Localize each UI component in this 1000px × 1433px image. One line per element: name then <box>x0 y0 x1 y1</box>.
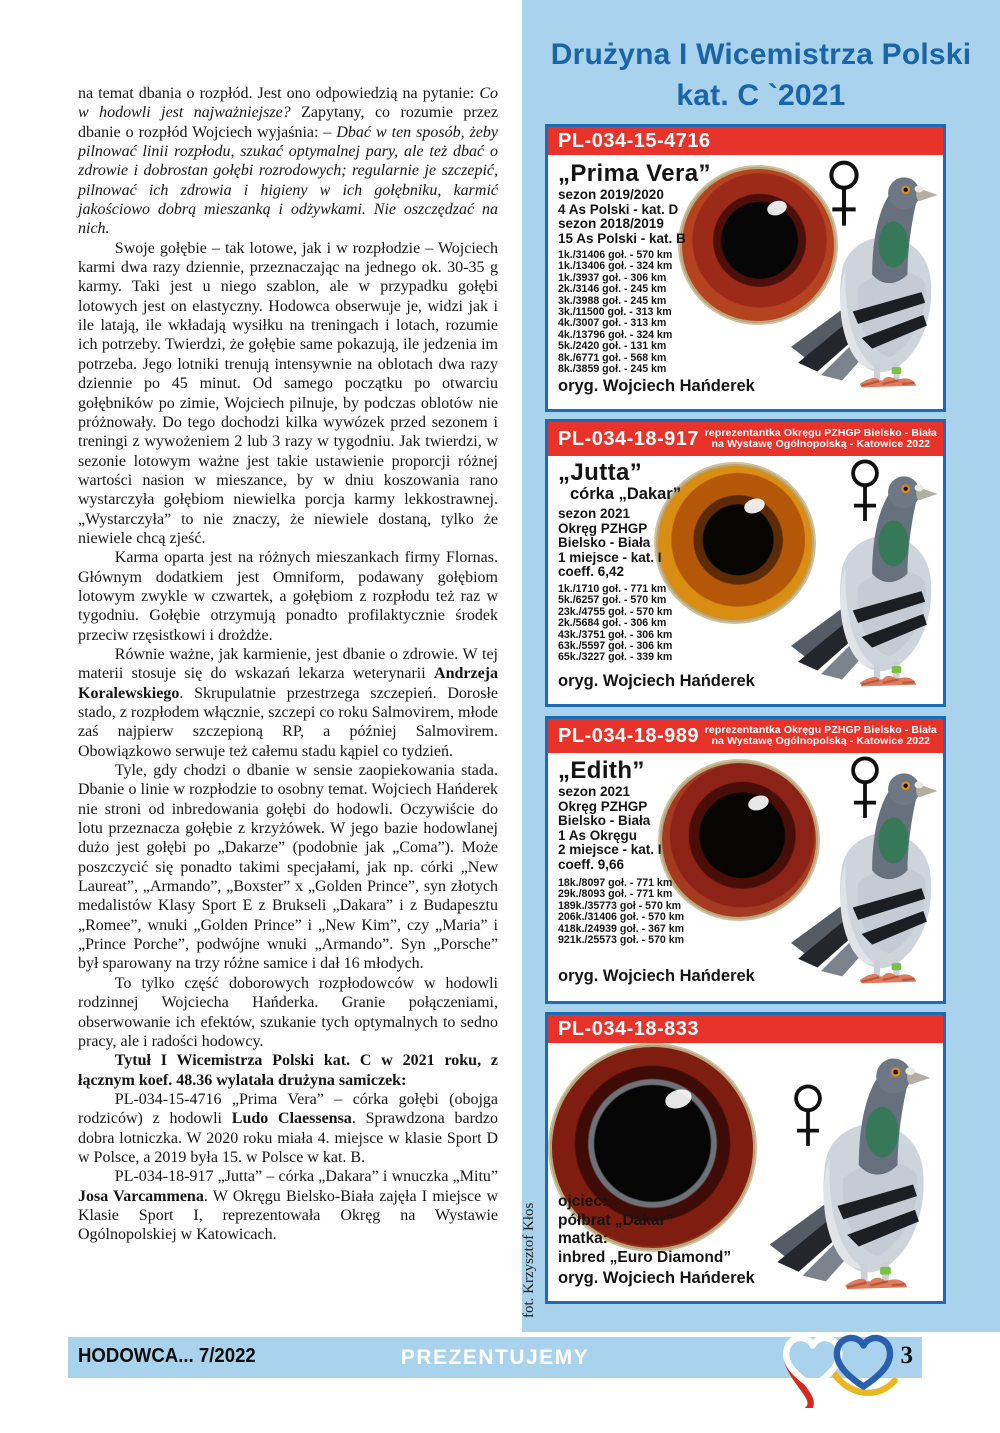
origin-line: oryg. Wojciech Hańderek <box>558 672 755 690</box>
pigeon-card-833 <box>545 1012 946 1304</box>
origin-line: oryg. Wojciech Hańderek <box>558 1269 755 1287</box>
pigeon-card-edith <box>545 716 946 1004</box>
parentage-lines: ojciec: półbrat „Dakar” matka: inbred „Euro Diamond” <box>558 1193 732 1266</box>
race-results: 1k./1710 goł. - 771 km 5k./6257 goł. - 570 km 23k./4755 goł. - 570 km 2k./5684 goł. - 306 km 43k./3751 goł. - 306 km 63k./5597 goł. - 306 km 65k./3227 goł. - 339 km <box>558 583 673 664</box>
pigeon-details: sezon 2021 Okręg PZHGP Bielsko - Biała 1 As Okręgu 2 miejsce - kat. I coeff. 9,66 <box>558 784 662 872</box>
card-body <box>548 155 943 403</box>
card-header <box>548 1015 943 1043</box>
origin-line: oryg. Wojciech Hańderek <box>558 377 755 395</box>
card-header <box>548 719 943 753</box>
ring-number: PL-034-15-4716 <box>558 129 711 152</box>
panel-title-line2: kat. C `2021 <box>676 79 846 112</box>
pigeon-name: „Edith” <box>558 757 645 784</box>
card-body <box>548 456 943 704</box>
magazine-name: HODOWCA... 7/2022 <box>78 1345 256 1367</box>
photo-credit: fot. Krzysztof Kłos <box>521 1202 537 1318</box>
female-symbol-icon <box>848 755 882 823</box>
race-results: 1k./31406 goł. - 570 km 1k./13406 goł. - 324 km 1k./3937 goł. - 306 km 2k./3146 goł. - 245 km 3k./3988 goł. - 245 km 3k./11500 goł. - 313 km 4k./3007 goł. - 313 km 4k./13796 goł. - 324 km 5k./2420 goł. - 131 km 8k./6771 goł. - 568 km 8k./3859 goł. - 245 km <box>558 249 673 376</box>
ring-number: PL-034-18-917 <box>558 427 700 450</box>
pigeon-photo <box>763 1043 941 1295</box>
female-symbol-icon <box>848 458 882 526</box>
page-number: 3 <box>900 1342 913 1369</box>
card-header <box>548 127 943 155</box>
female-symbol-icon <box>826 159 862 231</box>
pigeon-name: „Prima Vera” <box>558 160 711 187</box>
ring-number: PL-034-18-989 <box>558 724 700 747</box>
article-text: na temat dbania o rozpłód. Jest ono odpowiedzią na pytanie: Co w hodowli jest najważniejsze? Zapytany, co rozumie przez dbanie o rozpłód Wojciech wyjaśnia: – Dbać w ten sposób, żeby pilnować linii rozpłodu, szukać optymalnej pary, ale też dbać o zdrowie i dobrostan gołębi rozrodowych; regularnie je szczepić, pilnować ich zdrowia i higieny w ich gołębniku, karmić jakościowo dobrą mieszanką i odżywkami. Nie oszczędzać na nich. Swoje gołębie – tak lotowe, jak i w rozpłodzie – Wojciech karmi dwa razy dziennie, przeznaczając na jednego ok. 30-35 g karmy. Taki jest u niego szablon, ale w przypadku gołębi lotowych jest on elastyczny. Hodowca obserwuje je, widzi jak i ile latają, ile wkładają wysiłku na treningach i lotach, rozumie ich potrzeby. Twierdzi, że gołębie same pokazują, ile jedzenia im potrzeba. Jego lotniki trenują intensywnie na oblotach dwa razy dziennie po 45 minut. Od samego początku po otwarciu gołębników po zimie, Wojciech pilnuje, by podczas oblotów nie próżnowały. Do tego dochodzi kilka wywózek przed sezonem i treningi z wywożeniem 2 lub 3 razy w tygodniu. Jak twierdzi, w sezonie lotowym ważne jest takie ustawienie proporcji różnej wartości nasion w mieszance, by w dniu koszowania rano wystarczyła gołębiom niewielka porcja karmy lekkostrawnej. „Wystarczyła” to nie znaczy, że niewiele dostaną, tylko że niewiele chcą zjeść. Karma oparta jest na różnych mieszankach firmy Flornas. Głównym dodatkiem jest Omniform, podawany gołębiom lotowym zwykle w czwartek, a gołębiom z rozpłodu też raz w tygodniu. Gołębie otrzymują ponadto profilaktycznie środek przeciw rzęsistkowi i drożdże. Równie ważne, jak karmienie, jest dbanie o zdrowie. W tej materii stosuje się do wskazań lekarza weterynarii Andrzeja Koralewskiego. Skrupulatnie przestrzega szczepień. Dorosłe stado, z rozpłodem włącznie, szczepi co roku Salmovirem, młode zaś najpierw szczepioną RP, a później Salmovirem. Obowiązkowo serwuje też całemu stadu kąpiel co tydzień. Tyle, gdy chodzi o dbanie w sensie zaopiekowania stada. Dbanie o linie w rozpłodzie to osobny temat. Wojciech Hańderek nie stroni od inbredowania gołębi do hodowli. Oczywiście do lotu przeznacza gołębie z krzyżówek. W jego bazie hodowlanej dużo jest gołębi po „Dakarze” (podobnie jak „Coma”). Może poszczycić się ponadto takimi specjałami, jak np. córki „New Laureat”, „Armando”, „Boxster” x „Golden Prince”, syn złotych medalistów Klasy Sport E z Brukseli „Dakara” i z Budapesztu „Romee”, wnuki „Golden Prince” i „New Kim”, czy „Maria” i „Prince Porche”, podwójne wnuki „Armando”. Syn „Porsche” był sparowany na trzy różne samice i dał 16 młodych. To tylko część doborowych rozpłodowców w hodowli rodzinnej Wojciecha Hańderka. Granie połączeniami, obserwowanie ich efektów, szukanie tych optymalnych to sedno pracy, ale i radości hodowcy. Tytuł I Wicemistrza Polski kat. C w 2021 roku, z łącznym koef. 48.36 wylatała drużyna samiczek: PL-034-15-4716 „Prima Vera” – córka gołębi (obojga rodziców) z hodowli Ludo Claessensa. Sprawdzona bardzo dobra lotniczka. W 2020 roku miała 4. miejsce w klasie Sport D w Polsce, a 2019 była 15. w Polsce w kat. B. PL-034-18-917 „Jutta” – córka „Dakara” i wnuczka „Mitu” Josa Varcammena. W Okręgu Bielsko-Biała zajęła I miejsce w Klasie Sport I, reprezentowała Okręg na Wystawie Ogólnopolskiej w Katowicach. <box>78 85 499 1244</box>
pigeon-name: „Jutta” <box>558 459 643 486</box>
card-body <box>548 1043 943 1295</box>
panel-title-line1: Drużyna I Wicemistrza Polski <box>550 38 972 71</box>
representative-note: reprezentantka Okręgu PZHGP Bielsko - Biała na Wystawę Ogólnopolską - Katowice 2022 <box>704 723 937 747</box>
representative-note: reprezentantka Okręgu PZHGP Bielsko - Biała na Wystawę Ogólnopolską - Katowice 2022 <box>704 426 937 450</box>
presentation-panel <box>522 0 1000 1332</box>
origin-line: oryg. Wojciech Hańderek <box>558 967 755 985</box>
female-symbol-icon <box>791 1083 825 1151</box>
pigeon-details: sezon 2019/2020 4 As Polski - kat. D sezon 2018/2019 15 As Polski - kat. B <box>558 187 686 246</box>
panel-title <box>528 34 994 116</box>
pigeon-details: sezon 2021 Okręg PZHGP Bielsko - Biała 1 miejsce - kat. I coeff. 6,42 <box>558 506 662 580</box>
card-body <box>548 753 943 1001</box>
pigeon-subtitle: córka „Dakar” <box>570 485 681 503</box>
ring-number: PL-034-18-833 <box>558 1017 700 1040</box>
pigeon-photo <box>791 155 941 401</box>
race-results: 18k./8097 goł. - 771 km 29k./8093 goł. - 771 km 189k./35773 goł - 570 km 206k./31406 goł. - 570 km 418k./24939 goł. - 367 km 921k./25573 goł. - 570 km <box>558 877 685 947</box>
pigeon-card-jutta <box>545 419 946 707</box>
pigeon-card-prima-vera <box>545 124 946 412</box>
card-header <box>548 422 943 456</box>
section-name: PREZENTUJEMY <box>400 1346 590 1369</box>
hearts-logo-icon <box>772 1326 912 1408</box>
